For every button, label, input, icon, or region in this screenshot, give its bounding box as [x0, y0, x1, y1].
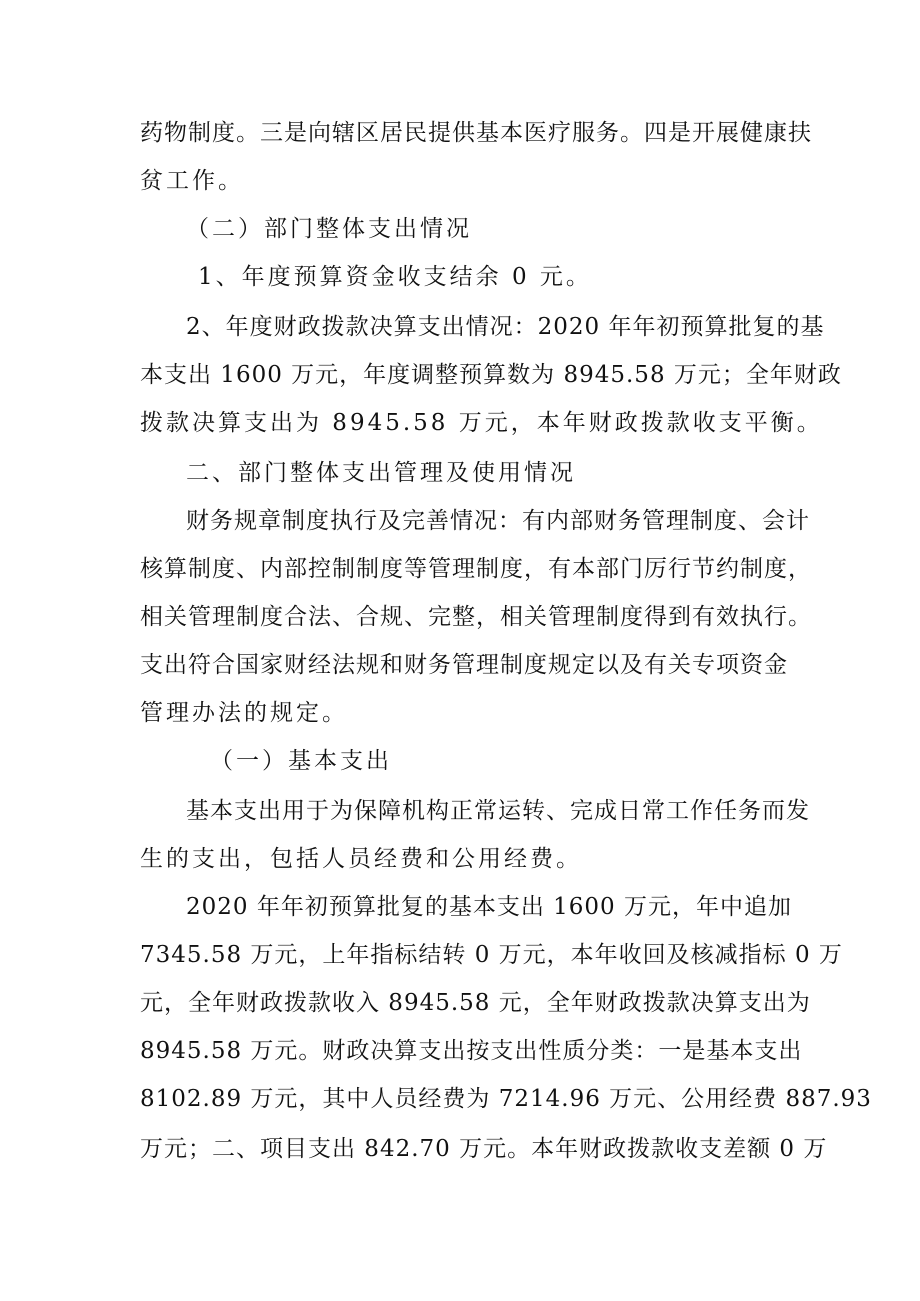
- section-heading: （一）基本支出: [210, 748, 392, 774]
- paragraph-line: 财务规章制度执行及完善情况：有内部财务管理制度、会计: [186, 508, 810, 534]
- paragraph-line: 1、年度预算资金收支结余 0 元。: [198, 264, 592, 290]
- paragraph-line: 拨款决算支出为 8945.58 万元，本年财政拨款收支平衡。: [140, 410, 823, 436]
- section-heading: （二）部门整体支出情况: [186, 216, 472, 242]
- paragraph-line: 管理办法的规定。: [140, 700, 348, 726]
- paragraph-line: 贫工作。: [140, 168, 244, 194]
- paragraph-line: 本支出 1600 万元，年度调整预算数为 8945.58 万元；全年财政: [140, 362, 842, 388]
- paragraph-line: 基本支出用于为保障机构正常运转、完成日常工作任务而发: [186, 798, 810, 824]
- paragraph-line: 相关管理制度合法、合规、完整，相关管理制度得到有效执行。: [140, 604, 812, 630]
- paragraph-line: 2020 年年初预算批复的基本支出 1600 万元，年中追加: [186, 894, 792, 920]
- paragraph-line: 核算制度、内部控制制度等管理制度，有本部门厉行节约制度，: [140, 556, 812, 582]
- paragraph-line: 7345.58 万元，上年指标结转 0 万元，本年收回及核减指标 0 万: [140, 942, 843, 968]
- paragraph-line: 支出符合国家财经法规和财务管理制度规定以及有关专项资金: [140, 652, 788, 678]
- paragraph-line: 元，全年财政拨款收入 8945.58 元，全年财政拨款决算支出为: [140, 990, 811, 1016]
- paragraph-line: 生的支出，包括人员经费和公用经费。: [140, 846, 582, 872]
- paragraph-line: 8945.58 万元。财政决算支出按支出性质分类：一是基本支出: [140, 1038, 803, 1064]
- paragraph-line: 药物制度。三是向辖区居民提供基本医疗服务。四是开展健康扶: [140, 120, 812, 146]
- paragraph-line: 8102.89 万元，其中人员经费为 7214.96 万元、公用经费 887.93: [140, 1086, 872, 1112]
- paragraph-line: 2、年度财政拨款决算支出情况：2020 年年初预算批复的基: [186, 314, 825, 340]
- section-heading: 二、部门整体支出管理及使用情况: [186, 460, 576, 486]
- paragraph-line: 万元；二、项目支出 842.70 万元。本年财政拨款收支差额 0 万: [140, 1136, 828, 1162]
